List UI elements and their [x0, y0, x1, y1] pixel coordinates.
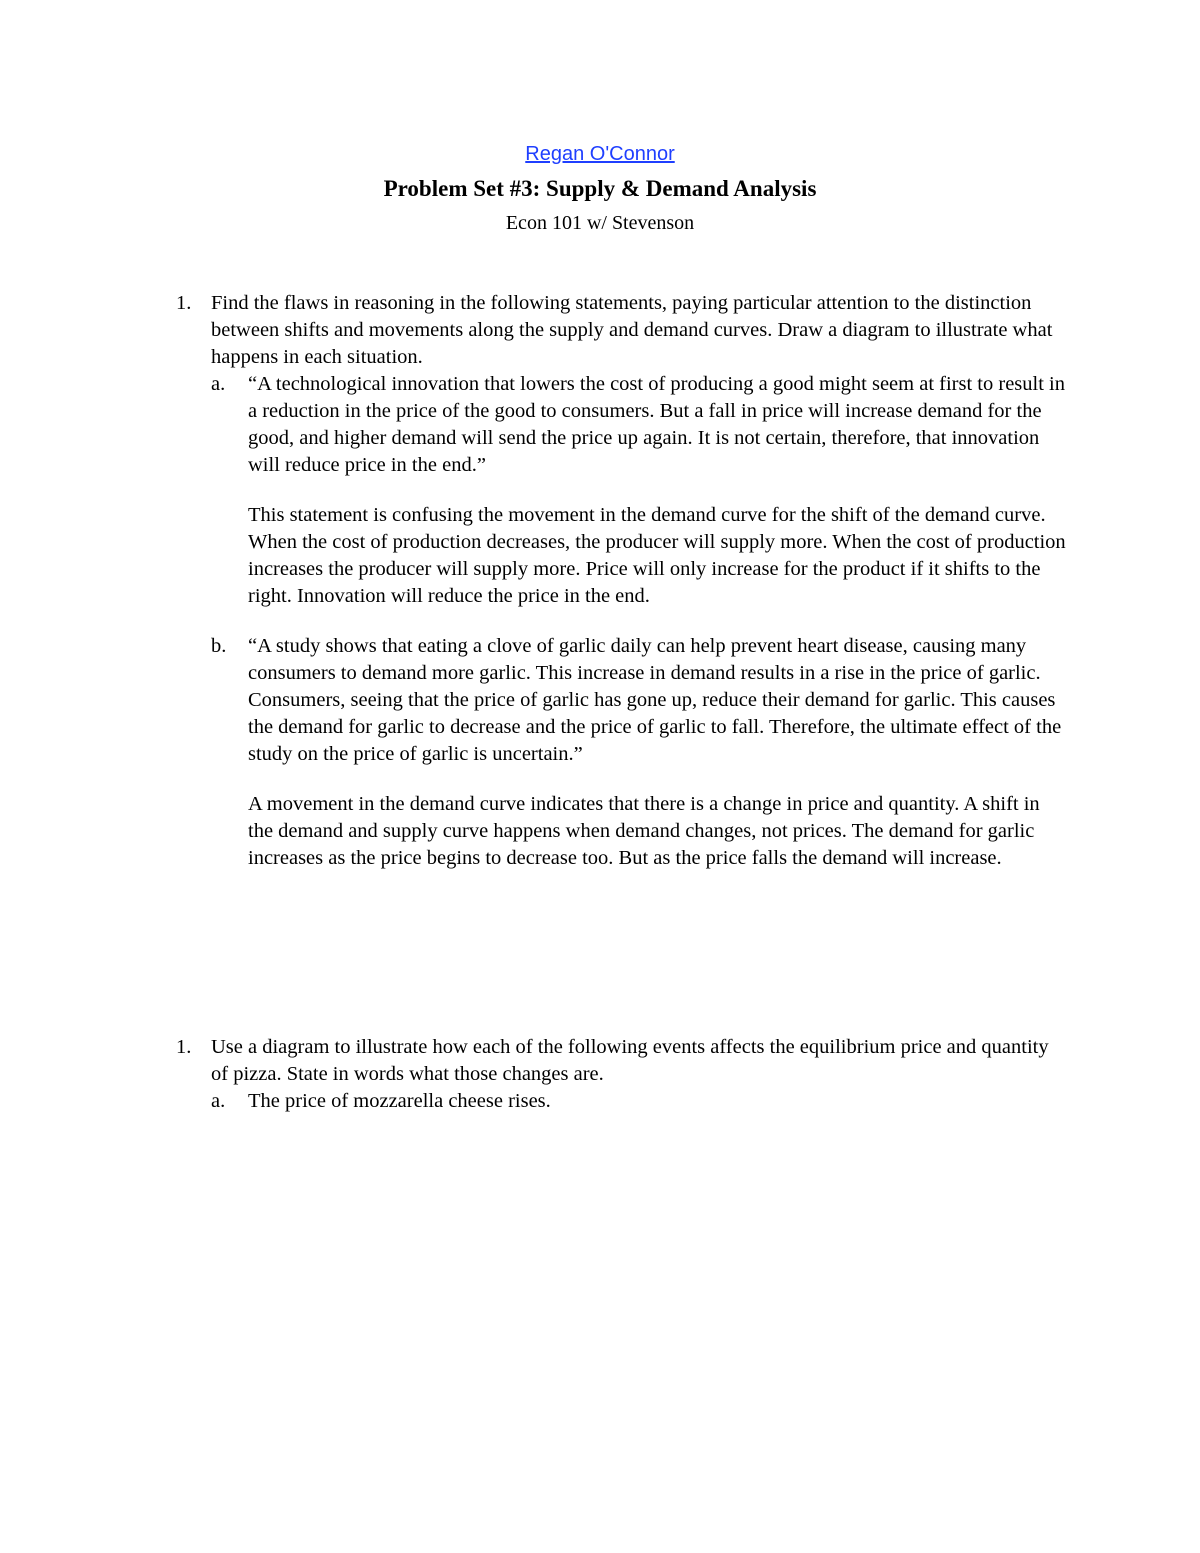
question-text: Use a diagram to illustrate how each of the following events affects the equilibrium price and quantity of pizza. State in words what those changes are. [211, 1036, 1049, 1085]
question-item-b [211, 633, 1066, 768]
question-item-a [211, 371, 1066, 479]
course-subtitle: Econ 101 w/ Stevenson [505, 212, 695, 234]
item-statement: The price of mozzarella cheese rises. [248, 1090, 551, 1112]
item-statement: “A study shows that eating a clove of garlic daily can help prevent heart disease, causing many consumers to demand more garlic. This increase in demand results in a rise in the price of garlic. Consumers, seeing that the price of garlic has gone up, reduce their demand for garlic. This causes the demand for garlic to decrease and the price of garlic to fall. Therefore, the ultimate effect of the study on the price of garlic is uncertain.” [248, 635, 1062, 765]
question-item-a [211, 1088, 1066, 1115]
document-title: Problem Set #3: Supply & Demand Analysis [383, 176, 817, 201]
item-label: a. [211, 373, 226, 395]
author-link[interactable]: Regan O'Connor [525, 143, 675, 165]
item-label: a. [211, 1090, 226, 1112]
item-statement: “A technological innovation that lowers the cost of producing a good might seem at first to result in a reduction in the price of the good to consumers. But a fall in price will increase demand for the good, and higher demand will send the price up again. It is not certain, therefore, that innovation will reduce price in the end.” [248, 373, 1065, 476]
answer-b: A movement in the demand curve indicates that there is a change in price and quantity. A shift in the demand and supply curve happens when demand changes, not prices. The demand for garlic increases as the price begins to decrease too. But as the price falls the demand will increase. [248, 793, 1040, 869]
question-2 [176, 1034, 1066, 1115]
document-header [0, 140, 1200, 238]
question-1 [176, 290, 1066, 872]
item-label: b. [211, 635, 227, 657]
question-number: 1. [176, 292, 192, 314]
question-number: 1. [176, 1036, 192, 1058]
answer-a: This statement is confusing the movement in the demand curve for the shift of the demand curve. When the cost of production decreases, the producer will supply more. When the cost of production increases the producer will supply more. Price will only increase for the product if it shifts to the right. Innovation will reduce the price in the end. [248, 504, 1066, 607]
question-text: Find the flaws in reasoning in the following statements, paying particular attention to the distinction between shifts and movements along the supply and demand curves. Draw a diagram to illustrate what happens in each situation. [211, 292, 1053, 368]
